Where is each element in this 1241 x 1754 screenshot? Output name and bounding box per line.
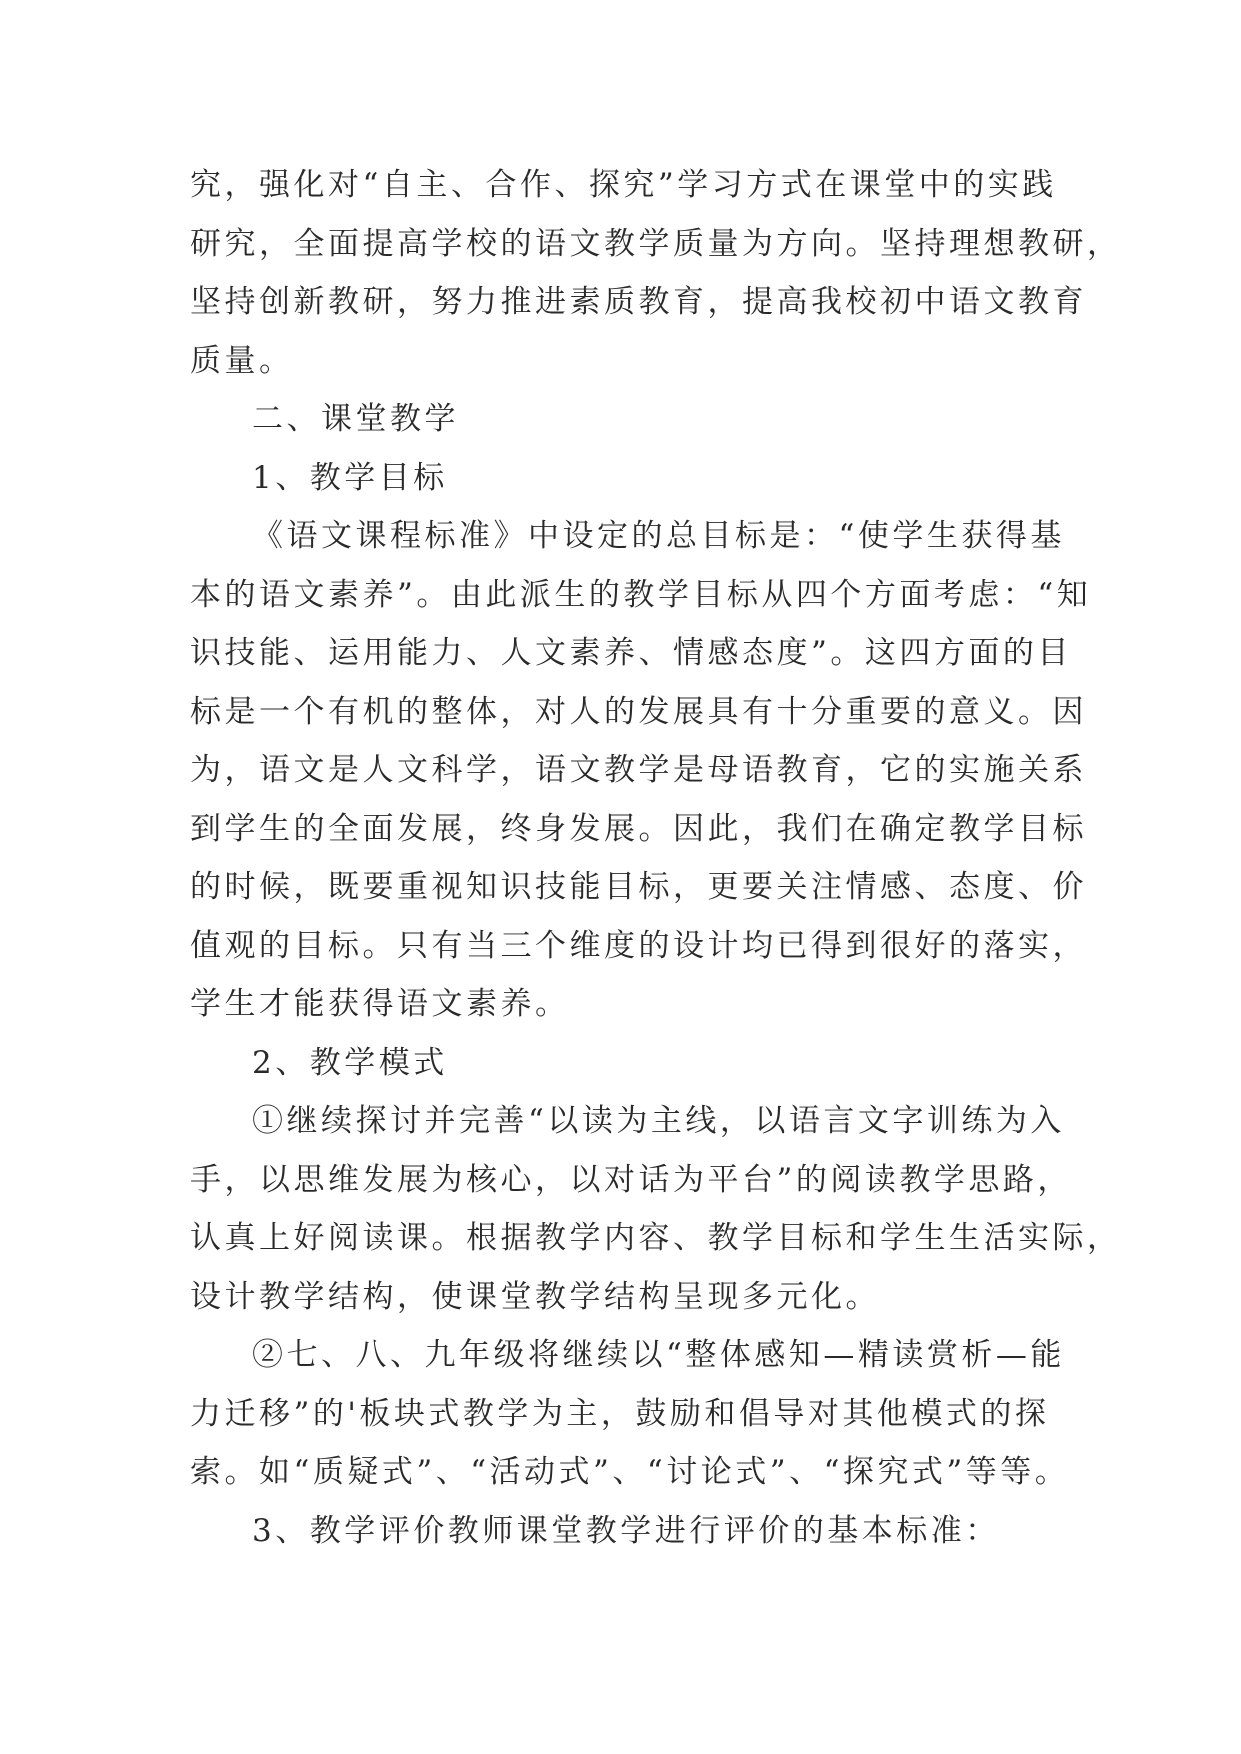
text-line: 本的语文素养”。由此派生的教学目标从四个方面考虑：“知 [190,576,1092,613]
text-line: 设计教学结构，使课堂教学结构呈现多元化。 [190,1278,880,1315]
subsection-heading: 1、教学目标 [252,459,448,496]
text-line: ①继续探讨并完善“以读为主线，以语言文字训练为入 [252,1103,1065,1139]
text-line: 的时候，既要重视知识技能目标，更要关注情感、态度、价 [190,869,1087,905]
text-line: 认真上好阅读课。根据教学内容、教学目标和学生生活实际， [190,1220,1122,1256]
text-line: 标是一个有机的整体，对人的发展具有十分重要的意义。因 [190,693,1087,730]
document-body [190,156,1122,1560]
text-line: 为，语文是人文科学，语文教学是母语教育，它的实施关系 [190,752,1087,788]
text-line: 力迁移”的'板块式教学为主，鼓励和倡导对其他模式的探 [190,1395,1050,1432]
text-line: 研究，全面提高学校的语文教学质量为方向。坚持理想教研， [190,225,1122,262]
subsection-heading: 3、教学评价教师课堂教学进行评价的基本标准： [252,1512,1000,1549]
text-line: ②七、八、九年级将继续以“整体感知—精读赏析—能 [252,1337,1065,1373]
text-line: 索。如“质疑式”、“活动式”、“讨论式”、“探究式”等等。 [190,1454,1070,1490]
subsection-heading: 2、教学模式 [252,1044,448,1081]
text-line: 识技能、运用能力、人文素养、情感态度”。这四方面的目 [190,635,1072,671]
text-line: 手，以思维发展为核心，以对话为平台”的阅读教学思路， [190,1161,1072,1198]
text-line: 《语文课程标准》中设定的总目标是：“使学生获得基 [252,518,1065,554]
text-line: 值观的目标。只有当三个维度的设计均已得到很好的落实， [190,927,1087,964]
text-line: 到学生的全面发展，终身发展。因此，我们在确定教学目标 [190,810,1087,847]
section-heading: 二、课堂教学 [252,401,459,437]
text-line: 坚持创新教研，努力推进素质教育，提高我校初中语文教育 [190,284,1087,320]
text-line: 质量。 [190,342,294,379]
text-line: 究，强化对“自主、合作、探究”学习方式在课堂中的实践 [190,167,1057,203]
text-line: 学生才能获得语文素养。 [190,986,570,1022]
